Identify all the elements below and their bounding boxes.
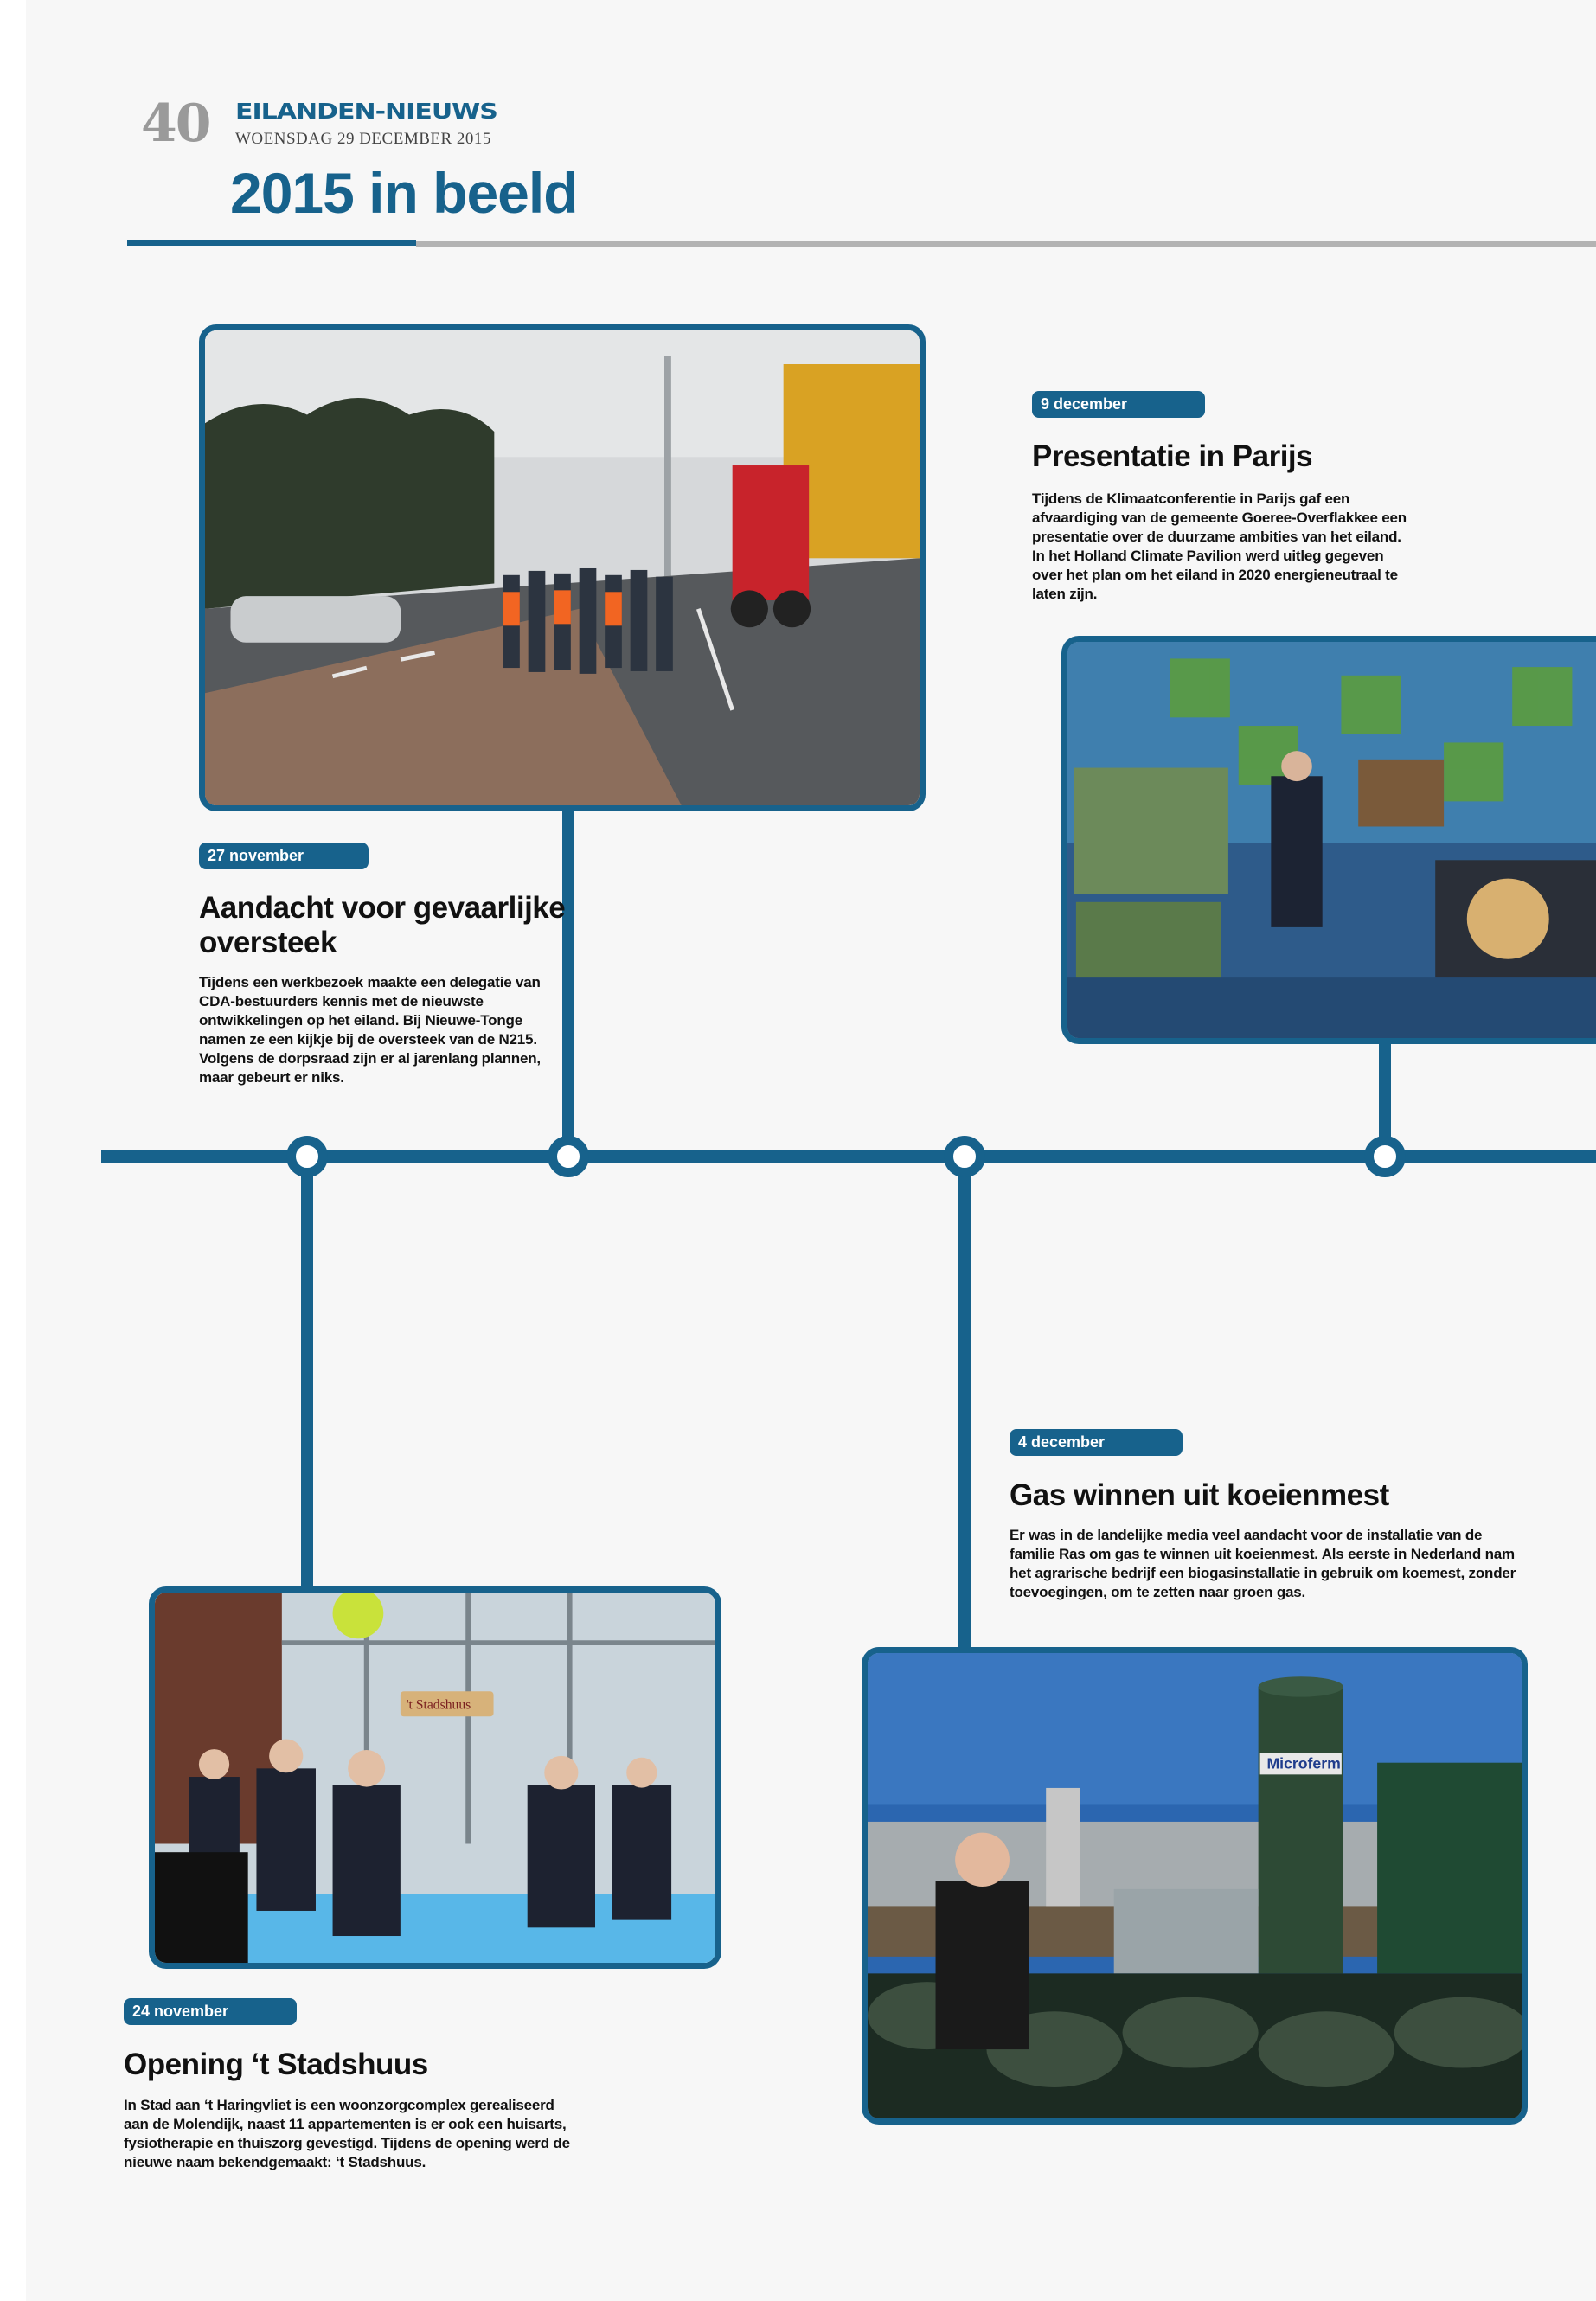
photo-stadshuus-opening [149,1586,721,1969]
timeline-node [548,1136,589,1177]
photo-road-crossing [199,324,926,811]
timeline-node [1364,1136,1406,1177]
connector-stadshuus [301,1163,313,1595]
section-title: 2015 in beeld [230,161,578,225]
silo-text: Microferm [1266,1754,1341,1772]
newspaper-logo: EILANDEN-NIEUWS [235,99,497,125]
header-rule [416,241,1596,247]
headline-oversteek: Aandacht voor gevaarlijke oversteek [199,891,566,959]
photo-climate-pavilion [1061,636,1596,1044]
timeline-node [944,1136,985,1177]
body-koeienmest: Er was in de landelijke media veel aandacht voor de installatie van de familie Ras om gas te winnen uit koeienmest. Als eerste in Nederland nam het agrarische bedrijf een biogasinstallatie in gebruik om koemest, zonder toevoegingen, om te zetten naar groen gas. [1010,1527,1516,1600]
headline-stadshuus: Opening ‘t Stadshuus [124,2048,428,2081]
body-parijs: Tijdens de Klimaatconferentie in Parijs gaf een afvaardiging van de gemeente Goeree-Overflakkee een presentatie over de duurzame ambities van het eiland. In het Holland Climate Pavilion werd uitleg gegeven over het plan om het eiland in 2020 energieneutraal te laten zijn. [1032,490,1407,602]
body-oversteek: Tijdens een werkbezoek maakte een delegatie van CDA-bestuurders kennis met de nieuwste ontwikkelingen op het eiland. Bij Nieuwe-Tonge namen ze een kijkje bij de oversteek van de N215. Volgens de dorpsraad zijn er al jarenlang plannen, maar gebeurt er niks. [199,974,541,1086]
timeline-node [286,1136,328,1177]
body-stadshuus: In Stad aan ‘t Haringvliet is een woonzorgcomplex gerealiseerd aan de Molendijk, naast 11 appartementen is er ook een huisarts, fysiotherapie en thuiszorg gevestigd. Tijdens de opening werd de nieuwe naam bekendgemaakt: ‘t Stadshuus. [124,2097,570,2170]
connector-parijs [1379,1034,1391,1151]
headline-koeienmest: Gas winnen uit koeienmest [1010,1478,1389,1512]
header-rule-accent [127,240,416,246]
date-badge-parijs: 9 december [1032,391,1205,418]
date-badge-oversteek: 27 november [199,843,369,869]
date-badge-stadshuus: 24 november [124,1998,297,2025]
page-number: 40 [141,93,210,154]
photo-biogas-installation [862,1647,1528,2125]
headline-parijs: Presentatie in Parijs [1032,439,1313,473]
connector-koeienmest [958,1163,971,1647]
connector-oversteek [562,804,574,1150]
issue-date: WOENSDAG 29 DECEMBER 2015 [235,130,491,148]
sign-text: 't Stadshuus [406,1697,471,1713]
date-badge-koeienmest: 4 december [1010,1429,1183,1456]
newspaper-page [26,0,1596,2301]
